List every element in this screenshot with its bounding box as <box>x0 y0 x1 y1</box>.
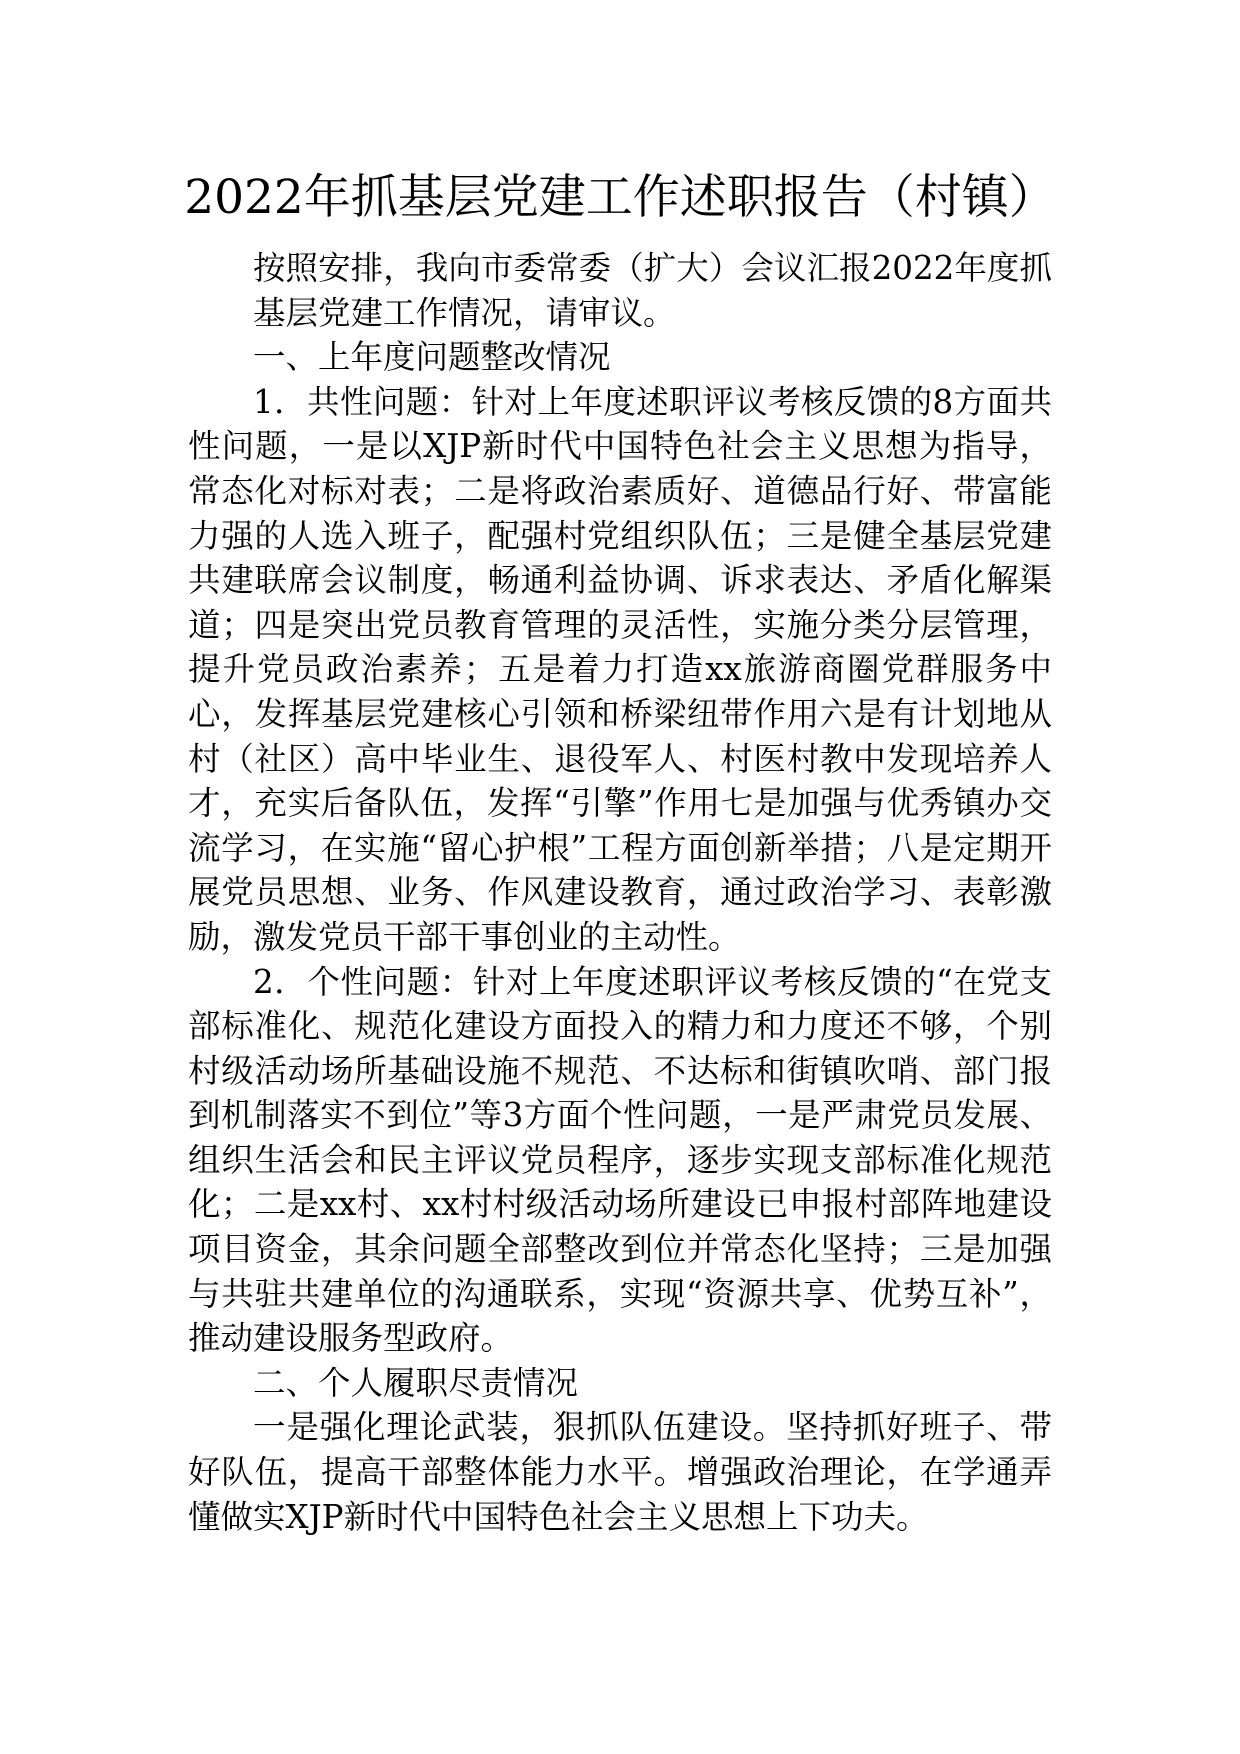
section-2-heading: 二、个人履职尽责情况 <box>253 1363 579 1402</box>
intro-paragraph: 按照安排，我向市委常委（扩大）会议汇报2022年度抓基层党建工作情况，请审议。 <box>253 249 1052 332</box>
section-1-heading: 一、上年度问题整改情况 <box>253 338 611 377</box>
document-body <box>188 246 1052 1539</box>
document-title: 2022年抓基层党建工作述职报告（村镇） <box>184 170 1056 225</box>
section-1-item-2: 2．个性问题：针对上年度述职评议考核反馈的“在党支部标准化、规范化建设方面投入的精力和力度还不够，个别村级活动场所基础设施不规范、不达标和街镇吹哨、部门报到机制落实不到位”等3方面个性问题，一是严肃党员发展、组织生活会和民主评议党员程序，逐步实现支部标准化规范化；二是xx村、xx村村级活动场所建设已申报村部阵地建设项目资金，其余问题全部整改到位并常态化坚持；三是加强与共驻共建单位的沟通联系，实现“资源共享、优势互补”，推动建设服务型政府。 <box>188 962 1052 1358</box>
section-2-paragraph-1: 一是强化理论武装，狠抓队伍建设。坚持抓好班子、带好队伍，提高干部整体能力水平。增强政治理论，在学通弄懂做实XJP新时代中国特色社会主义思想上下功夫。 <box>188 1408 1052 1536</box>
section-1-item-1: 1．共性问题：针对上年度述职评议考核反馈的8方面共性问题，一是以XJP新时代中国特色社会主义思想为指导，常态化对标对表；二是将政治素质好、道德品行好、带富能力强的人选入班子，配强村党组织队伍；三是健全基层党建共建联席会议制度，畅通利益协调、诉求表达、矛盾化解渠道；四是突出党员教育管理的灵活性，实施分类分层管理，提升党员政治素养；五是着力打造xx旅游商圈党群服务中心，发挥基层党建核心引领和桥梁纽带作用六是有计划地从村（社区）高中毕业生、退役军人、村医村教中发现培养人才，充实后备队伍，发挥“引擎”作用七是加强与优秀镇办交流学习，在实施“留心护根”工程方面创新举措；八是定期开展党员思想、业务、作风建设教育，通过政治学习、表彰激励，激发党员干部干事创业的主动性。 <box>188 382 1052 956</box>
